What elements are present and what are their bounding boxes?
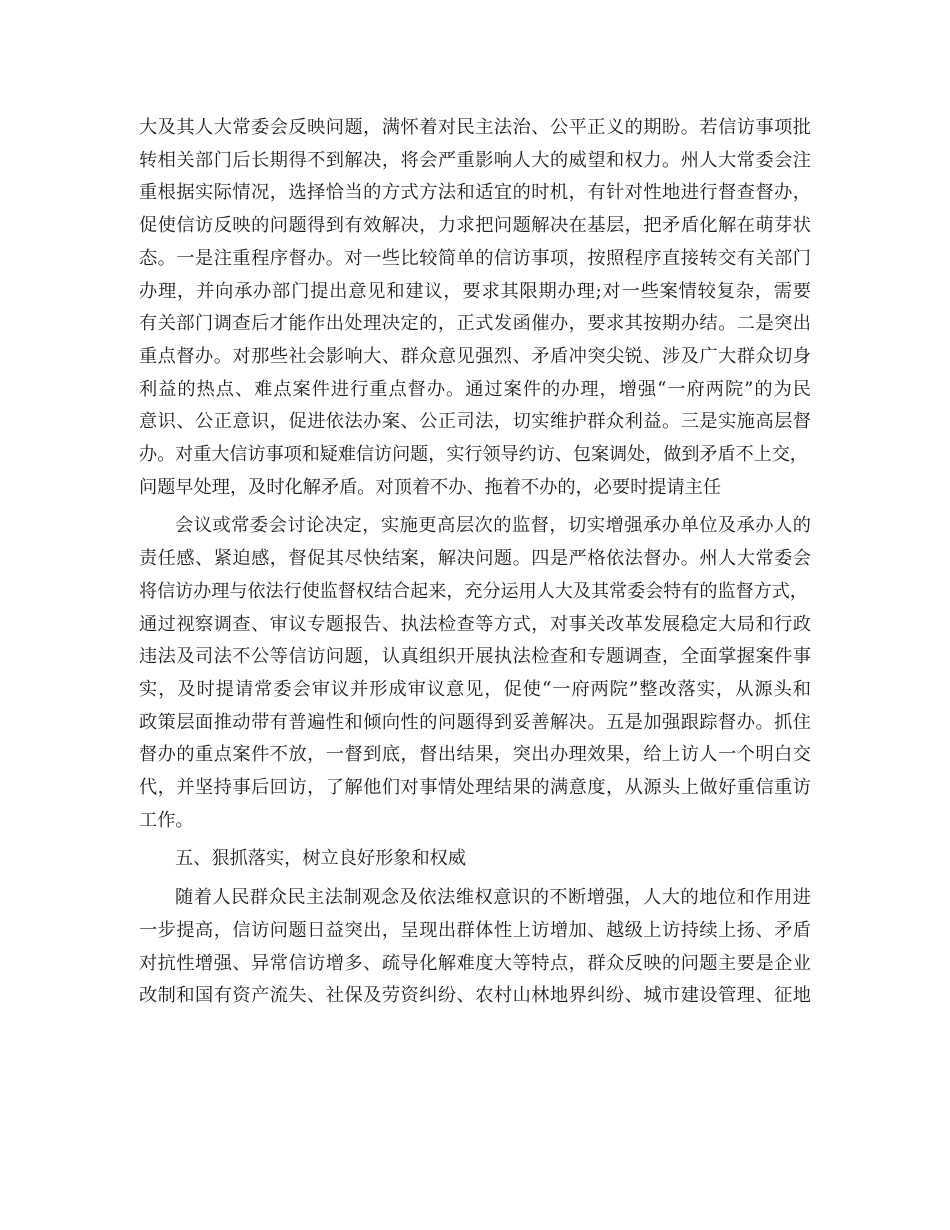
paragraph-2: [139, 510, 811, 837]
text-line: 一步提高，信访问题日益突出，呈现出群体性上访增加、越级上访持续上扬、矛盾: [139, 919, 812, 941]
text-line: 督办的重点案件不放，一督到底，督出结果，突出办理效果，给上访人一个明白交: [139, 744, 812, 766]
text-line: 有关部门调查后才能作出处理决定的，正式发函催办，要求其按期办结。二是突出: [139, 313, 812, 335]
section-heading: [139, 843, 811, 876]
text-line: 办。对重大信访事项和疑难信访问题，实行领导约访、包案调处，做到矛盾不上交，: [139, 444, 808, 466]
text-line: 转相关部门后长期得不到解决，将会严重影响人大的威望和权力。州人大常委会注: [139, 149, 812, 171]
text-line: 改制和国有资产流失、社保及劳资纠纷、农村山林地界纠纷、城市建设管理、征地: [139, 985, 812, 1007]
text-line: 五、狠抓落实，树立良好形象和权威: [175, 848, 467, 870]
text-line: 通过视察调查、审议专题报告、执法检查等方式，对事关改革发展稳定大局和行政: [139, 613, 812, 635]
text-line: 重根据实际情况，选择恰当的方式方法和适宜的时机，有针对性地进行督查督办，: [139, 182, 812, 204]
text-line: 利益的热点、难点案件进行重点督办。通过案件的办理，增强“一府两院”的为民: [139, 378, 812, 400]
text-line: 责任感、紧迫感，督促其尽快结案，解决问题。四是严格依法督办。州人大常委会: [139, 548, 812, 570]
text-line: 实，及时提请常委会审议并形成审议意见，促使“一府两院”整改落实，从源头和: [139, 678, 812, 700]
body-text: [139, 112, 811, 1019]
text-line: 代，并坚持事后回访，了解他们对事情处理结果的满意度，从源头上做好重信重访: [139, 777, 812, 799]
text-line: 重点督办。对那些社会影响大、群众意见强烈、矛盾冲突尖锐、涉及广大群众切身: [139, 345, 812, 367]
text-line: 工作。: [139, 809, 194, 831]
text-line: 将信访办理与依法行使监督权结合起来，充分运用人大及其常委会特有的监督方式，: [139, 580, 808, 602]
text-line: 大及其人大常委会反映问题，满怀着对民主法治、公平正义的期盼。若信访事项批: [139, 117, 812, 138]
text-line: 随着人民群众民主法制观念及依法维权意识的不断增强，人大的地位和作用进: [175, 887, 812, 909]
text-line: 办理，并向承办部门提出意见和建议，要求其限期办理;对一些案情较复杂，需要: [139, 280, 812, 302]
text-line: 违法及司法不公等信访问题，认真组织开展执法检查和专题调查，全面掌握案件事: [139, 646, 812, 668]
text-line: 政策层面推动带有普遍性和倾向性的问题得到妥善解决。五是加强跟踪督办。抓住: [139, 711, 812, 733]
text-line: 对抗性增强、异常信访增多、疏导化解难度大等特点，群众反映的问题主要是企业: [139, 952, 812, 974]
text-line: 意识、公正意识，促进依法办案、公正司法，切实维护群众利益。三是实施高层督: [139, 411, 812, 433]
text-line: 会议或常委会讨论决定，实施更高层次的监督，切实增强承办单位及承办人的: [175, 515, 812, 537]
paragraph-3: [139, 882, 811, 1013]
text-line: 促使信访反映的问题得到有效解决，力求把问题解决在基层，把矛盾化解在萌芽状: [139, 215, 812, 237]
text-line: 问题早处理，及时化解矛盾。对顶着不办、拖着不办的，必要时提请主任: [139, 476, 722, 498]
text-line: 态。一是注重程序督办。对一些比较简单的信访事项，按照程序直接转交有关部门: [139, 247, 812, 269]
paragraph-1: [139, 112, 811, 504]
